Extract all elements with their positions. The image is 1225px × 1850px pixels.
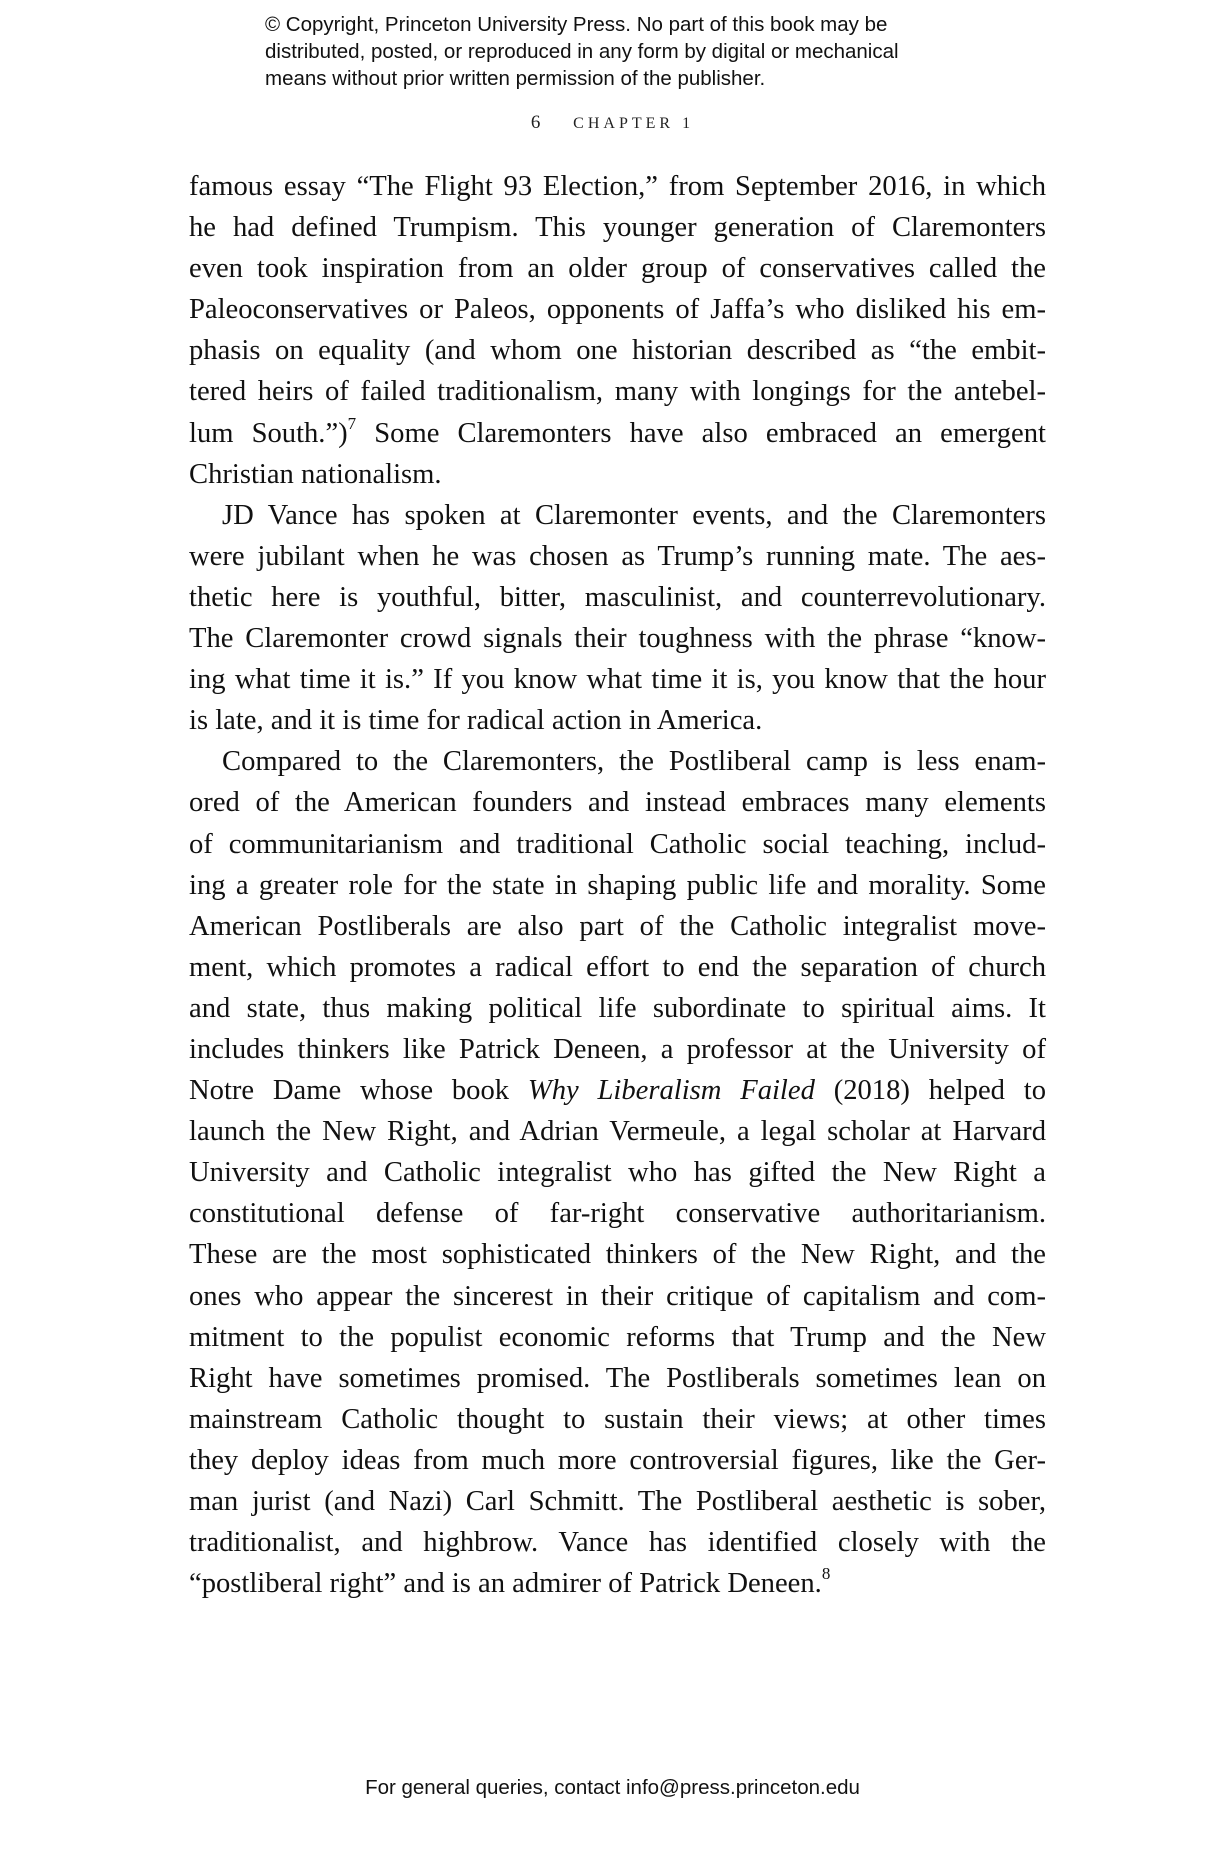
text-line (189, 413, 1046, 454)
text-line: mitment to the populist economic reforms that Trump and the New (189, 1321, 1046, 1353)
text-line: Right have sometimes promised. The Postliberals sometimes lean on (189, 1362, 1046, 1394)
text-line: man jurist (and Nazi) Carl Schmitt. The Postliberal aesthetic is sober, (189, 1486, 1046, 1517)
text-line: phasis on equality (and whom one historian described as “the embit- (189, 335, 1046, 367)
footnote-marker-7[interactable]: 7 (347, 413, 357, 433)
text-line: Paleoconservatives or Paleos, opponents of Jaffa’s who disliked his em- (189, 294, 1046, 326)
page-number: 6 (530, 112, 544, 133)
text-line: ing a greater role for the state in shaping public life and morality. Some (189, 869, 1046, 901)
chapter-label: CHAPTER 1 (573, 115, 695, 132)
text-line: constitutional defense of far-right conservative authoritarianism. (189, 1198, 1046, 1230)
text-line: University and Catholic integralist who has gifted the New Right a (189, 1157, 1046, 1189)
text-segment: “postliberal right” and is an admirer of Patrick Deneen. (189, 1568, 822, 1600)
footer-contact: For general queries, contact info@press.princeton.edu (365, 1776, 860, 1799)
copyright-line: means without prior written permission of the publisher. (265, 67, 766, 90)
text-line: and state, thus making political life subordinate to spiritual aims. It (189, 992, 1046, 1024)
copyright-line: distributed, posted, or reproduced in any form by digital or mechanical (265, 40, 899, 63)
paragraph-3 (189, 741, 1046, 1604)
text-line: he had defined Trumpism. This younger generation of Claremonters (189, 212, 1046, 244)
text-line (189, 1563, 1046, 1604)
book-title: Why Liberalism Failed (527, 1075, 815, 1107)
body-text (189, 166, 1046, 1604)
text-line: includes thinkers like Patrick Deneen, a professor at the University of (189, 1033, 1046, 1065)
text-line: ment, which promotes a radical effort to end the separation of church (189, 951, 1046, 983)
text-line: famous essay “The Flight 93 Election,” from September 2016, in which (189, 171, 1046, 202)
text-line: JD Vance has spoken at Claremonter events, and the Claremonters (222, 499, 1046, 531)
text-line: they deploy ideas from much more controversial figures, like the Ger- (189, 1444, 1046, 1476)
text-segment: lum South.”) (189, 417, 348, 449)
text-line: ones who appear the sincerest in their critique of capitalism and com- (189, 1280, 1046, 1312)
text-line: is late, and it is time for radical action in America. (189, 705, 763, 737)
text-line (189, 1070, 1046, 1111)
copyright-notice (265, 11, 1025, 92)
paragraph-1 (189, 166, 1046, 495)
text-line: launch the New Right, and Adrian Vermeule, a legal scholar at Harvard (189, 1116, 1046, 1148)
text-segment: Notre Dame whose book (189, 1075, 510, 1107)
paragraph-2 (189, 495, 1046, 742)
text-line: tered heirs of failed traditionalism, many with longings for the antebel- (189, 376, 1046, 408)
running-head (0, 112, 1225, 134)
text-segment: (2018) helped to (833, 1075, 1046, 1107)
footnote-marker-8[interactable]: 8 (821, 1564, 831, 1584)
text-line: thetic here is youthful, bitter, masculinist, and counterrevolutionary. (189, 581, 1046, 613)
text-line: These are the most sophisticated thinkers of the New Right, and the (189, 1239, 1046, 1271)
text-line: ored of the American founders and instead embraces many elements (189, 787, 1046, 819)
text-line: Compared to the Claremonters, the Postliberal camp is less enam- (222, 746, 1046, 778)
text-line: were jubilant when he was chosen as Trump’s running mate. The aes- (189, 540, 1046, 572)
text-line: mainstream Catholic thought to sustain their views; at other times (189, 1403, 1046, 1435)
text-line: The Claremonter crowd signals their toughness with the phrase “know- (189, 623, 1046, 655)
copyright-line: © Copyright, Princeton University Press. No part of this book may be (265, 13, 888, 36)
text-segment: Some Claremonters have also embraced an emergent (374, 417, 1046, 449)
text-line: even took inspiration from an older group of conservatives called the (189, 253, 1046, 285)
text-line: traditionalist, and highbrow. Vance has identified closely with the (189, 1527, 1046, 1559)
text-line: Christian nationalism. (189, 458, 442, 490)
text-line: American Postliberals are also part of the Catholic integralist move- (189, 910, 1046, 942)
text-line: of communitarianism and traditional Catholic social teaching, includ- (189, 828, 1046, 860)
text-line: ing what time it is.” If you know what time it is, you know that the hour (189, 664, 1046, 696)
